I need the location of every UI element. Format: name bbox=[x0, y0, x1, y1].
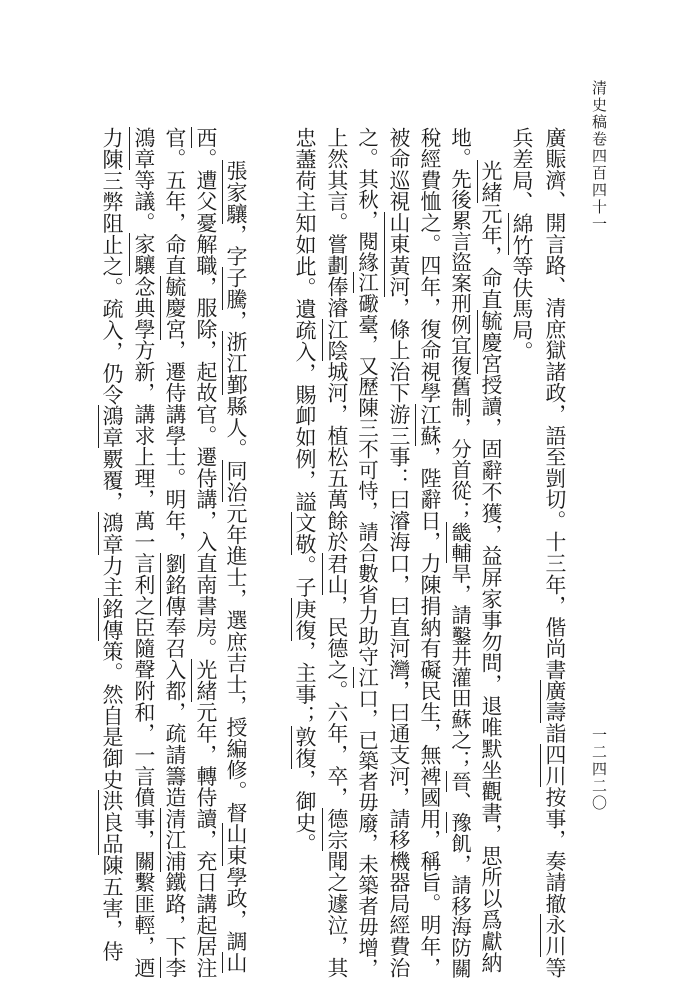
proper-name-mark: 鴻章 bbox=[100, 512, 124, 556]
text-column bbox=[384, 127, 408, 978]
text-column bbox=[353, 127, 377, 979]
text-run: 元年，命直 bbox=[479, 202, 503, 310]
text-run: 飢，請移海防關 bbox=[448, 833, 472, 979]
text-column bbox=[508, 127, 532, 362]
text-run: 等 bbox=[542, 956, 566, 979]
text-run: 奉召入都，疏請籌造 bbox=[162, 616, 186, 808]
proper-name-mark: 鴻章 bbox=[131, 127, 155, 170]
text-run: 礮臺，又歷陳三不可恃，請合數省力助守 bbox=[355, 293, 379, 668]
proper-name-mark: 文敬 bbox=[293, 512, 317, 556]
text-run: 官。五年，命直 bbox=[162, 127, 186, 276]
text-run: 策。然自是御史 bbox=[100, 640, 124, 791]
proper-name-mark: 君山 bbox=[324, 552, 348, 596]
text-column bbox=[322, 127, 346, 978]
text-run: 念典學方新，講求上理，萬一言利之臣隨聲附和，一言僨事，關繫匪輕，迺 bbox=[131, 275, 155, 979]
text-run: 。遭父憂解職，服除，起故官。遷侍講，入直南書房。 bbox=[193, 148, 217, 660]
text-column bbox=[160, 127, 184, 978]
proper-name-mark: 山 bbox=[224, 951, 248, 974]
proper-name-mark: 毓慶宮 bbox=[162, 275, 186, 340]
proper-name-mark: 張家驤 bbox=[224, 160, 248, 225]
text-column bbox=[291, 127, 315, 855]
text-run: 鐵路，下 bbox=[162, 871, 186, 957]
text-column bbox=[477, 160, 501, 973]
text-run: 聞之遽泣，其 bbox=[324, 850, 348, 979]
text-column bbox=[129, 127, 153, 978]
running-header-title: 清史稿卷四百四十一 bbox=[590, 80, 608, 233]
proper-name-mark: 敦復 bbox=[293, 726, 317, 770]
text-run: 力主 bbox=[100, 555, 124, 598]
proper-name-mark: 浙江 bbox=[224, 331, 248, 375]
proper-name-mark: 劉銘傳 bbox=[162, 552, 186, 617]
text-run: 稅經費恤之。四年，復命視學 bbox=[417, 127, 441, 404]
proper-name-mark: 黃河 bbox=[386, 254, 410, 298]
proper-name-mark: 光緒 bbox=[193, 659, 217, 702]
text-run: ，民德之。六年，卒， bbox=[324, 595, 348, 808]
text-run: ，陛辭日，力陳捐納有礙民生，無裨國用，稱旨。明年， bbox=[417, 446, 441, 979]
page-number: 一二四二〇 bbox=[590, 727, 608, 812]
proper-name-mark: 山東 bbox=[224, 823, 248, 867]
proper-name-mark: 晉 bbox=[448, 770, 472, 792]
proper-name-mark: 豫 bbox=[448, 812, 472, 834]
text-run: 城河，植松五萬餘於 bbox=[324, 361, 348, 553]
proper-name-mark: 子騰 bbox=[224, 267, 248, 310]
text-run: 元年，轉侍讀，充日講起居注 bbox=[193, 701, 217, 979]
proper-name-mark: 德宗 bbox=[324, 808, 348, 851]
text-run: 元年進士，選庶吉士，授編修。督 bbox=[224, 502, 248, 824]
text-run: 。子 bbox=[293, 555, 317, 598]
text-run: 縣人。 bbox=[224, 395, 248, 460]
text-column bbox=[191, 127, 215, 978]
text-run: 之。其秋，閱緣 bbox=[355, 127, 379, 273]
text-run: 授讀，固辭不獲，益屏家事勿問，退唯默坐觀書，思所以爲獻納 bbox=[479, 374, 503, 974]
proper-name-mark: 江 bbox=[355, 272, 379, 294]
proper-name-mark: 江蘇 bbox=[417, 403, 441, 447]
text-column bbox=[540, 127, 564, 978]
proper-name-mark: 四川 bbox=[542, 744, 566, 787]
proper-name-mark: 綿竹 bbox=[510, 212, 534, 256]
proper-name-mark: 洪良品 bbox=[100, 790, 124, 855]
text-run: 口，已築者毋廢，未築者毋增， bbox=[355, 687, 379, 979]
text-column bbox=[446, 127, 470, 979]
proper-name-mark: 光緒 bbox=[479, 160, 503, 203]
proper-name-mark: 庚復 bbox=[293, 597, 317, 641]
text-run: 忠藎荷主知如此。遺疏入，賜卹如例，謚 bbox=[293, 127, 317, 513]
text-run: ，主事； bbox=[293, 640, 317, 727]
proper-name-mark: 江陰 bbox=[324, 318, 348, 362]
proper-name-mark: 廣壽 bbox=[542, 680, 566, 723]
proper-name-mark: 永川 bbox=[542, 914, 566, 957]
proper-name-mark: 鴻章 bbox=[100, 405, 124, 449]
text-run: 陳五害，侍 bbox=[100, 854, 124, 962]
text-run: 等議。 bbox=[131, 169, 155, 234]
text-run: 等伕馬局。 bbox=[510, 255, 534, 363]
proper-name-mark: 家驤 bbox=[131, 233, 155, 276]
proper-name-mark: 同治 bbox=[224, 459, 248, 503]
text-run: 力陳三弊阻止之。疏入，仍令 bbox=[100, 127, 124, 406]
text-column bbox=[415, 127, 439, 978]
text-run: ，御史。 bbox=[293, 769, 317, 855]
text-run: 旱，請鑿井灌田蘇之； bbox=[448, 563, 472, 771]
proper-name-mark: 毓慶宮 bbox=[479, 309, 503, 375]
proper-name-mark: 清江浦 bbox=[162, 808, 186, 872]
text-run: 詣 bbox=[542, 722, 566, 745]
text-run: 學政，調 bbox=[224, 866, 248, 952]
text-run: ， bbox=[224, 309, 248, 332]
proper-name-mark: 畿輔 bbox=[448, 521, 472, 564]
text-run: ，條上治下游三事：曰濬海口，曰直河灣，曰通支河，請移機器局經費治 bbox=[386, 297, 410, 979]
text-run: ，遷侍講學士。明年， bbox=[162, 339, 186, 553]
text-run: ，字 bbox=[224, 224, 248, 268]
text-run: 按事，奏請撤 bbox=[542, 786, 566, 915]
text-run: 兵差局、 bbox=[510, 127, 534, 213]
text-run: 覈覆， bbox=[100, 448, 124, 513]
text-column bbox=[222, 160, 246, 973]
proper-name-mark: 山東 bbox=[386, 212, 410, 255]
proper-name-mark: 西 bbox=[193, 127, 217, 149]
proper-name-mark: 江 bbox=[355, 667, 379, 688]
proper-name-mark: 銘傳 bbox=[100, 597, 124, 641]
text-column bbox=[98, 127, 122, 962]
text-run: 上然其言。嘗劃俸濬 bbox=[324, 127, 348, 319]
text-run: 廣賑濟、開言路、清庶獄諸政，語至剴切。十三年，偕尚書 bbox=[542, 127, 566, 681]
text-run: 、 bbox=[448, 791, 472, 813]
text-run: 被命巡視 bbox=[386, 127, 410, 213]
text-run: 地。先後累言盜案刑例宜復舊制，分首從； bbox=[448, 127, 472, 522]
proper-name-mark: 李 bbox=[162, 956, 186, 979]
proper-name-mark: 鄞 bbox=[224, 374, 248, 396]
